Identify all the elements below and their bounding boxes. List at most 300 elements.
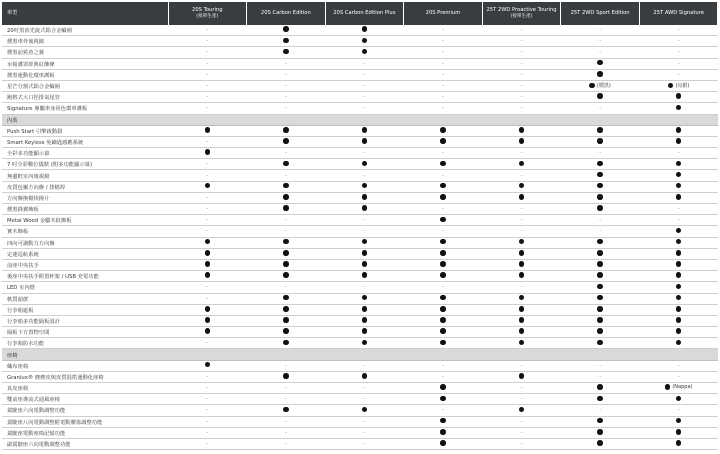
availability-mark: [521, 430, 523, 436]
availability-mark: [589, 82, 610, 89]
availability-cell: [639, 170, 718, 181]
availability-mark: [597, 250, 603, 256]
availability-mark: [676, 272, 682, 278]
table-row: [2, 181, 718, 192]
availability-cell: [247, 80, 326, 91]
availability-cell: [404, 237, 483, 248]
availability-cell: [482, 136, 561, 147]
standard-dot-icon: [440, 194, 446, 200]
availability-mark: [597, 440, 603, 446]
standard-dot-icon: [283, 272, 289, 278]
table-row: [2, 226, 718, 237]
not-available-dash: -: [442, 94, 444, 101]
table-row: [2, 438, 718, 449]
availability-mark: [364, 150, 366, 156]
not-available-dash: -: [363, 71, 366, 78]
availability-cell: [168, 338, 247, 349]
not-available-dash: -: [599, 49, 601, 56]
model-header: [561, 2, 640, 25]
availability-mark: [364, 61, 366, 67]
availability-mark: [283, 127, 289, 133]
not-available-dash: -: [206, 385, 209, 392]
availability-mark: [440, 396, 446, 402]
availability-cell: [482, 371, 561, 382]
availability-mark: [442, 228, 444, 234]
standard-dot-icon: [597, 272, 603, 278]
availability-cell: [325, 237, 404, 248]
availability-mark: [676, 340, 682, 346]
not-available-dash: -: [206, 27, 209, 34]
standard-dot-icon: [519, 250, 525, 256]
standard-dot-icon: [597, 127, 603, 133]
not-available-dash: -: [442, 71, 444, 78]
availability-mark: [597, 295, 603, 301]
availability-cell: [482, 405, 561, 416]
table-row: [2, 304, 718, 315]
availability-cell: [561, 237, 640, 248]
availability-cell: [561, 327, 640, 338]
availability-cell: [247, 327, 326, 338]
availability-cell: [404, 215, 483, 226]
availability-mark: [442, 374, 444, 380]
availability-mark: [597, 239, 603, 245]
availability-cell: [168, 204, 247, 215]
standard-dot-icon: [519, 194, 525, 200]
availability-cell: [168, 304, 247, 315]
availability-mark: [597, 306, 603, 312]
availability-cell: [247, 438, 326, 449]
availability-mark: [206, 340, 208, 346]
availability-mark: [206, 217, 208, 223]
availability-mark: [519, 250, 525, 256]
cell-note: (Nappa): [672, 384, 693, 391]
availability-mark: [362, 407, 368, 413]
availability-mark: [205, 272, 211, 278]
feature-label: 軟質頭蓆: [2, 293, 168, 304]
availability-mark: [206, 72, 208, 78]
standard-dot-icon: [440, 138, 446, 144]
standard-dot-icon: [597, 205, 603, 211]
availability-mark: [206, 49, 208, 55]
table-row: [2, 80, 718, 91]
availability-cell: [639, 327, 718, 338]
availability-cell: [247, 282, 326, 293]
availability-mark: [599, 374, 601, 380]
availability-cell: [561, 181, 640, 192]
not-available-dash: -: [442, 49, 444, 56]
availability-mark: [519, 239, 525, 245]
availability-mark: [442, 150, 444, 156]
availability-mark: [440, 183, 446, 189]
standard-dot-icon: [440, 295, 446, 301]
availability-mark: [362, 328, 368, 334]
availability-mark: [283, 250, 289, 256]
availability-mark: [521, 94, 523, 100]
availability-cell: [561, 293, 640, 304]
standard-dot-icon: [676, 440, 682, 446]
availability-mark: [440, 306, 446, 312]
availability-cell: [325, 136, 404, 147]
not-available-dash: -: [284, 83, 287, 90]
standard-dot-icon: [440, 306, 446, 312]
availability-cell: [561, 226, 640, 237]
header-corner: 車型: [2, 2, 168, 25]
availability-mark: [440, 272, 446, 278]
availability-cell: [325, 69, 404, 80]
availability-mark: [676, 396, 682, 402]
table-row: [2, 125, 718, 136]
availability-cell: [247, 170, 326, 181]
standard-dot-icon: [205, 272, 211, 278]
availability-cell: [561, 148, 640, 159]
availability-mark: [362, 239, 368, 245]
table-row: [2, 148, 718, 159]
standard-dot-icon: [205, 328, 211, 334]
availability-mark: [597, 328, 603, 334]
availability-mark: [364, 173, 366, 179]
standard-dot-icon: [597, 71, 603, 77]
availability-cell: [247, 360, 326, 371]
availability-cell: [482, 192, 561, 203]
availability-cell: [325, 80, 404, 91]
standard-dot-icon: [440, 418, 446, 424]
availability-cell: [404, 80, 483, 91]
standard-dot-icon: [519, 261, 525, 267]
not-available-dash: -: [599, 217, 601, 224]
not-available-dash: -: [442, 60, 444, 67]
standard-dot-icon: [597, 317, 603, 323]
availability-mark: [283, 183, 289, 189]
availability-cell: [168, 80, 247, 91]
availability-cell: [639, 215, 718, 226]
availability-mark: [440, 239, 446, 245]
standard-dot-icon: [362, 26, 368, 32]
standard-dot-icon: [440, 239, 446, 245]
feature-label: 後座中央扶手附置杯架 / USB 充電功能: [2, 271, 168, 282]
model-name: 25T 2WD Proactive Touring: [486, 7, 557, 14]
availability-mark: [599, 217, 601, 223]
not-available-dash: -: [442, 284, 444, 291]
not-available-dash: -: [363, 105, 366, 112]
availability-cell: [247, 226, 326, 237]
availability-mark: [285, 173, 287, 179]
availability-cell: [482, 125, 561, 136]
standard-dot-icon: [440, 217, 446, 223]
availability-cell: [325, 103, 404, 114]
standard-dot-icon: [440, 261, 446, 267]
table-row: [2, 36, 718, 47]
standard-dot-icon: [597, 183, 603, 189]
not-available-dash: -: [363, 150, 366, 157]
availability-cell: [639, 427, 718, 438]
availability-cell: [482, 47, 561, 58]
availability-cell: [247, 192, 326, 203]
availability-cell: [247, 394, 326, 405]
availability-cell: [404, 103, 483, 114]
availability-mark: [521, 72, 523, 78]
availability-mark: [206, 430, 208, 436]
availability-cell: [404, 136, 483, 147]
availability-cell: [325, 438, 404, 449]
availability-mark: [205, 317, 211, 323]
availability-mark: [362, 26, 368, 32]
availability-cell: [247, 338, 326, 349]
standard-dot-icon: [597, 239, 603, 245]
feature-label: Metal Wood 金屬木紋飾板: [2, 215, 168, 226]
availability-cell: [639, 103, 718, 114]
availability-mark: [283, 205, 289, 211]
availability-mark: [283, 239, 289, 245]
availability-mark: [362, 127, 368, 133]
availability-cell: [639, 338, 718, 349]
availability-mark: [676, 161, 682, 167]
availability-cell: [561, 47, 640, 58]
model-name: 20S Carbon Edition Plus: [333, 10, 396, 17]
standard-dot-icon: [676, 328, 682, 334]
availability-mark: [678, 206, 680, 212]
availability-cell: [482, 360, 561, 371]
availability-mark: [285, 83, 287, 89]
availability-cell: [168, 293, 247, 304]
availability-mark: [364, 94, 366, 100]
not-available-dash: -: [599, 362, 601, 369]
availability-cell: [325, 159, 404, 170]
model-name: 20S Premium: [425, 10, 461, 17]
availability-cell: [247, 47, 326, 58]
availability-mark: [440, 384, 446, 390]
availability-mark: [519, 317, 525, 323]
availability-cell: [325, 259, 404, 270]
standard-dot-icon: [597, 93, 603, 99]
standard-dot-icon: [205, 261, 211, 267]
availability-mark: [206, 195, 208, 201]
availability-cell: [325, 25, 404, 36]
not-available-dash: -: [520, 49, 523, 56]
availability-mark: [440, 295, 446, 301]
availability-mark: [283, 26, 289, 32]
availability-mark: [442, 206, 444, 212]
standard-dot-icon: [283, 261, 289, 267]
table-row: [2, 237, 718, 248]
availability-cell: [561, 204, 640, 215]
not-available-dash: -: [599, 38, 601, 45]
availability-cell: [247, 383, 326, 394]
feature-label: 20吋黑消光旋式鋁合金輪圈: [2, 25, 168, 36]
availability-cell: [561, 405, 640, 416]
availability-mark: [678, 217, 680, 223]
availability-mark: [283, 138, 289, 144]
availability-cell: [325, 282, 404, 293]
availability-mark: [362, 161, 368, 167]
standard-dot-icon: [597, 250, 603, 256]
not-available-dash: -: [677, 150, 680, 157]
standard-dot-icon: [519, 306, 525, 312]
availability-cell: [561, 427, 640, 438]
model-header: [404, 2, 483, 25]
availability-cell: [325, 405, 404, 416]
availability-mark: [678, 363, 680, 369]
standard-dot-icon: [283, 183, 289, 189]
availability-mark: [442, 284, 444, 290]
availability-cell: [639, 394, 718, 405]
not-available-dash: -: [599, 407, 601, 414]
availability-cell: [639, 36, 718, 47]
availability-mark: [205, 149, 211, 155]
availability-cell: [639, 226, 718, 237]
standard-dot-icon: [519, 127, 525, 133]
availability-mark: [521, 206, 523, 212]
standard-dot-icon: [205, 149, 211, 155]
availability-cell: [325, 148, 404, 159]
not-available-dash: -: [206, 407, 209, 414]
standard-dot-icon: [676, 317, 682, 323]
availability-cell: [325, 416, 404, 427]
availability-cell: [168, 103, 247, 114]
standard-dot-icon: [597, 194, 603, 200]
availability-mark: [521, 27, 523, 33]
availability-cell: [404, 394, 483, 405]
availability-cell: [482, 36, 561, 47]
availability-cell: [482, 181, 561, 192]
availability-cell: [639, 237, 718, 248]
availability-cell: [561, 416, 640, 427]
availability-mark: [285, 430, 287, 436]
availability-mark: [283, 340, 289, 346]
not-available-dash: -: [520, 38, 523, 45]
availability-cell: [561, 170, 640, 181]
standard-dot-icon: [676, 250, 682, 256]
not-available-dash: -: [206, 429, 209, 436]
availability-mark: [440, 261, 446, 267]
standard-dot-icon: [676, 228, 682, 234]
availability-mark: [676, 93, 682, 99]
availability-mark: [676, 440, 682, 446]
availability-cell: [247, 371, 326, 382]
availability-cell: [325, 170, 404, 181]
table-row: [2, 394, 718, 405]
availability-mark: [364, 441, 366, 447]
not-available-dash: -: [206, 340, 209, 347]
availability-cell: [639, 293, 718, 304]
availability-cell: [404, 92, 483, 103]
not-available-dash: -: [363, 429, 366, 436]
availability-cell: [325, 383, 404, 394]
availability-mark: [676, 295, 682, 301]
availability-mark: [206, 94, 208, 100]
standard-dot-icon: [597, 261, 603, 267]
availability-mark: [521, 105, 523, 111]
table-row: [2, 282, 718, 293]
not-available-dash: -: [442, 83, 444, 90]
availability-cell: [168, 394, 247, 405]
availability-cell: [404, 371, 483, 382]
standard-dot-icon: [597, 429, 603, 435]
availability-cell: [482, 80, 561, 91]
availability-cell: [639, 192, 718, 203]
availability-cell: [404, 438, 483, 449]
feature-label: 燻黑前鯊魚之翼: [2, 47, 168, 58]
table-row: [2, 371, 718, 382]
availability-mark: [283, 328, 289, 334]
spec-table-body: [2, 25, 718, 450]
availability-mark: [521, 49, 523, 55]
not-available-dash: -: [206, 38, 209, 45]
feature-label: 四向可調動力方向盤: [2, 237, 168, 248]
availability-cell: [168, 259, 247, 270]
availability-cell: [561, 80, 640, 91]
availability-cell: [247, 304, 326, 315]
not-available-dash: -: [206, 418, 209, 425]
availability-cell: [404, 405, 483, 416]
availability-mark: [678, 61, 680, 67]
availability-mark: [599, 105, 601, 111]
not-available-dash: -: [520, 284, 523, 291]
not-available-dash: -: [520, 83, 523, 90]
availability-mark: [440, 440, 446, 446]
not-available-dash: -: [206, 172, 209, 179]
standard-dot-icon: [668, 83, 674, 89]
standard-dot-icon: [597, 384, 603, 390]
availability-cell: [168, 58, 247, 69]
feature-label: 方向盤換檔快撥片: [2, 192, 168, 203]
standard-dot-icon: [440, 328, 446, 334]
model-header: [247, 2, 326, 25]
standard-dot-icon: [597, 396, 603, 402]
not-available-dash: -: [206, 217, 209, 224]
availability-mark: [283, 49, 289, 55]
availability-cell: [404, 315, 483, 326]
availability-mark: [285, 419, 287, 425]
standard-dot-icon: [519, 161, 525, 167]
availability-cell: [482, 438, 561, 449]
table-row: [2, 259, 718, 270]
availability-cell: [561, 371, 640, 382]
availability-mark: [442, 407, 444, 413]
availability-mark: [597, 93, 603, 99]
standard-dot-icon: [676, 138, 682, 144]
availability-mark: [206, 396, 208, 402]
feature-label: 定速巡航系統: [2, 248, 168, 259]
standard-dot-icon: [676, 161, 682, 167]
table-row: [2, 338, 718, 349]
availability-mark: [362, 194, 368, 200]
availability-mark: [362, 49, 368, 55]
availability-mark: [364, 363, 366, 369]
availability-mark: [364, 83, 366, 89]
availability-cell: [639, 360, 718, 371]
table-row: [2, 416, 718, 427]
standard-dot-icon: [597, 161, 603, 167]
not-available-dash: -: [363, 396, 366, 403]
availability-cell: [561, 438, 640, 449]
availability-cell: [247, 259, 326, 270]
standard-dot-icon: [676, 396, 682, 402]
availability-cell: [482, 204, 561, 215]
feature-label: LED 室內燈: [2, 282, 168, 293]
availability-mark: [676, 418, 682, 424]
not-available-dash: -: [363, 284, 366, 291]
table-row: [2, 47, 718, 58]
availability-mark: [205, 250, 211, 256]
availability-mark: [676, 284, 682, 290]
standard-dot-icon: [362, 250, 368, 256]
feature-label: 跑格式大口徑排氣尾管: [2, 92, 168, 103]
availability-cell: [325, 181, 404, 192]
availability-mark: [442, 72, 444, 78]
availability-cell: [168, 125, 247, 136]
availability-mark: [440, 328, 446, 334]
standard-dot-icon: [676, 340, 682, 346]
